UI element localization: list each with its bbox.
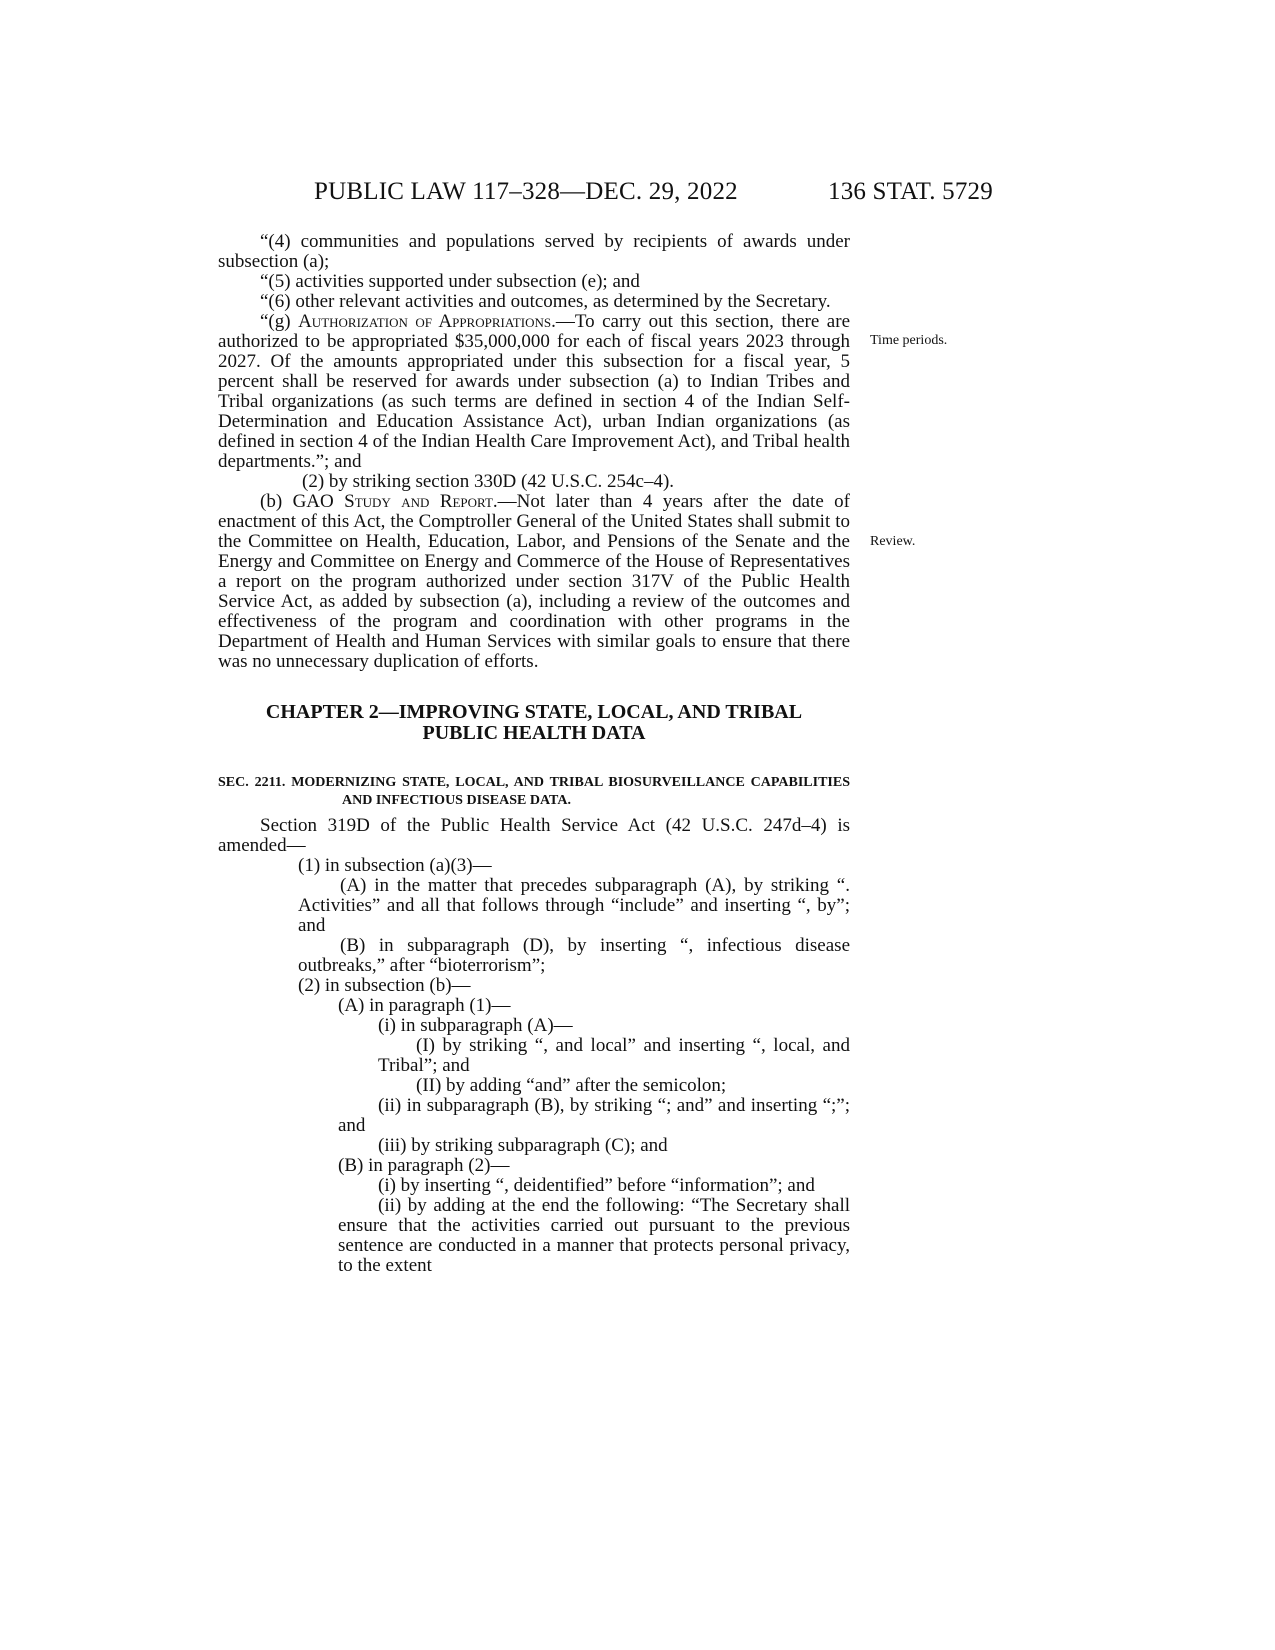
subsection-g-heading: Authorization of Appropriations: [298, 311, 552, 332]
subsection-g-body: .—To carry out this section, there are authorized to be appropriated $35,000,000 for each of fiscal years 2023 through 2027. Of the amounts appropriated under this subsection for a fiscal year, 5 percent shall be reserved for awards under subsection (a) to Indian Tribes and Tribal organizations (as such terms are defined in section 4 of the Indian Self-Determination and Education Assistance Act), urban Indian organizations (as defined in section 4 of the Indian Health Care Improvement Act), and Tribal health departments.”; and: [218, 311, 850, 472]
paragraph-6: “(6) other relevant activities and outcomes, as determined by the Secretary.: [260, 291, 831, 312]
item-2-A-iii: (iii) by striking subparagraph (C); and: [378, 1135, 668, 1156]
section-intro: Section 319D of the Public Health Service Act (42 U.S.C. 247d–4) is amended—: [218, 815, 850, 856]
header-page-number: 136 STAT. 5729: [828, 178, 993, 205]
running-header: [0, 178, 1275, 218]
subsection-b-body: .—Not later than 4 years after the date of enactment of this Act, the Comptroller General of the United States shall submit to the Committee on Health, Education, Labor, and Pensions of the Senate and the Energy and Committee on Energy and Commerce of the House of Representatives a report on the program authorized under section 317V of the Public Health Service Act, as added by subsection (a), including a review of the outcomes and effectiveness of the program and coordination with other programs in the Department of Health and Human Services with similar goals to ensure that there was no unnecessary duplication of efforts.: [218, 491, 850, 672]
item-2-B-ii: (ii) by adding at the end the following: “The Secretary shall ensure that the activities carried out pursuant to the previous sentence are conducted in a manner that protects personal privacy, to the extent: [338, 1195, 850, 1276]
item-2-A-i-II: (II) by adding “and” after the semicolon;: [416, 1075, 727, 1096]
subsection-b: [218, 492, 850, 672]
item-2-A: (A) in paragraph (1)—: [338, 995, 511, 1016]
item-2: (2) in subsection (b)—: [298, 975, 471, 996]
item-2-B-i: (i) by inserting “, deidentified” before “information”; and: [378, 1175, 815, 1196]
margin-note-time-periods: Time periods.: [870, 333, 948, 348]
subsection-b-lead: (b): [260, 491, 293, 512]
subsection-g: [218, 312, 850, 472]
item-2-A-i: (i) in subparagraph (A)—: [378, 1015, 573, 1036]
item-2-A-i-I: (I) by striking “, and local” and inserting “, local, and Tribal”; and: [378, 1035, 850, 1076]
chapter-heading-line2: PUBLIC HEALTH DATA: [422, 722, 646, 744]
strike-paragraph: (2) by striking section 330D (42 U.S.C. 254c–4).: [302, 471, 675, 492]
item-2-A-ii: (ii) in subparagraph (B), by striking “; and” and inserting “;”; and: [338, 1095, 850, 1136]
document-body: [218, 232, 850, 1276]
chapter-heading: [218, 702, 850, 744]
section-heading: SEC. 2211. MODERNIZING STATE, LOCAL, AND TRIBAL BIOSURVEILLANCE CAPABILITIES AND INFECTIOUS DISEASE DATA.: [218, 775, 850, 808]
item-1: (1) in subsection (a)(3)—: [298, 855, 492, 876]
item-2-B: (B) in paragraph (2)—: [338, 1155, 510, 1176]
paragraph-5: “(5) activities supported under subsection (e); and: [260, 271, 640, 292]
subsection-b-heading: GAO Study and Report: [292, 491, 493, 512]
chapter-heading-line1: CHAPTER 2—IMPROVING STATE, LOCAL, AND TRIBAL: [265, 701, 803, 723]
margin-note-review: Review.: [870, 534, 916, 549]
subsection-g-lead: “(g): [260, 311, 299, 332]
item-1-A: (A) in the matter that precedes subparagraph (A), by striking “. Activities” and all that follows through “include” and inserting “, by”; and: [298, 875, 850, 936]
item-1-B: (B) in subparagraph (D), by inserting “, infectious disease outbreaks,” after “bioterrorism”;: [298, 935, 850, 976]
paragraph-4: “(4) communities and populations served by recipients of awards under subsection (a);: [218, 231, 850, 272]
header-title: PUBLIC LAW 117–328—DEC. 29, 2022: [314, 178, 738, 205]
